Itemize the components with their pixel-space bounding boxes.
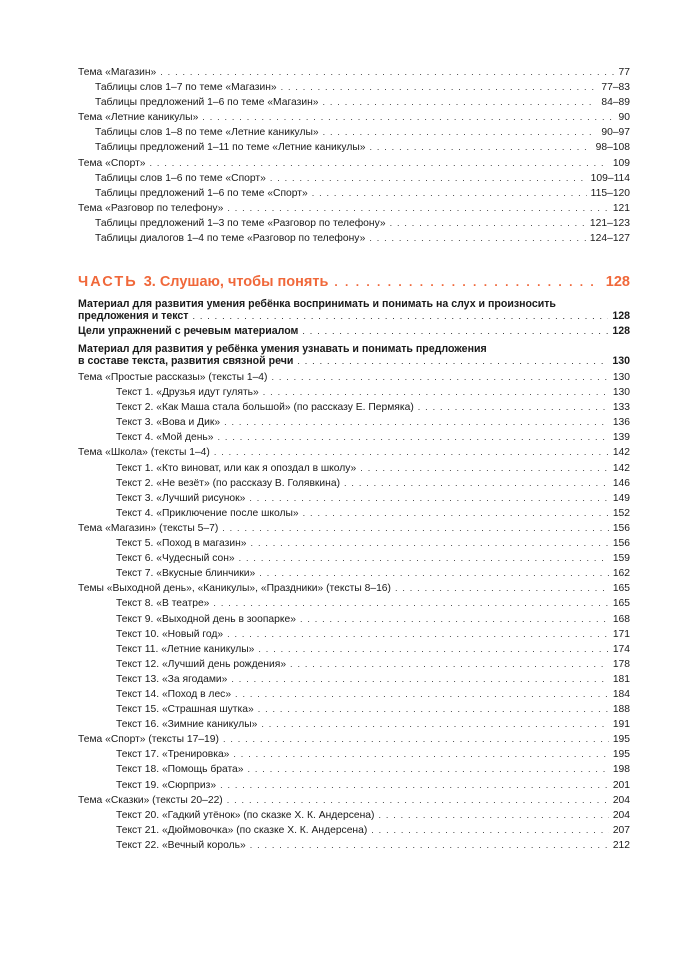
entry-title: Таблицы слов 1–6 по теме «Спорт»	[95, 172, 266, 184]
entry-title: Тема «Летние каникулы»	[78, 112, 199, 124]
entry-title: Текст 11. «Летние каникулы»	[116, 643, 255, 655]
dot-leader	[227, 627, 609, 642]
dot-leader	[302, 325, 608, 338]
entry-page: 90	[618, 112, 630, 124]
toc-bottom-list	[78, 370, 630, 853]
entry-title: Текст 2. «Не везёт» (по рассказу В. Голявкина)	[116, 477, 341, 489]
dot-leader	[248, 762, 609, 777]
toc-subentry[interactable]	[78, 430, 630, 445]
entry-page: 178	[612, 658, 630, 670]
toc-subentry[interactable]	[78, 823, 630, 838]
toc-subentry[interactable]	[78, 80, 630, 95]
toc-subentry[interactable]	[78, 506, 630, 521]
dot-leader	[369, 140, 591, 155]
entry-title: Текст 14. «Поход в лес»	[116, 688, 232, 700]
entry-title: Текст 3. «Лучший рисунок»	[116, 492, 246, 504]
toc-topic-entry[interactable]	[78, 201, 630, 216]
entry-page: 115–120	[590, 187, 630, 199]
entry-page: 84–89	[601, 97, 630, 109]
toc-subentry[interactable]	[78, 762, 630, 777]
entry-page: 98–108	[595, 142, 630, 154]
entry-title: Таблицы предложений 1–6 по теме «Спорт»	[95, 187, 308, 199]
section-perception[interactable]	[78, 298, 630, 323]
entry-page: 191	[612, 719, 630, 731]
entry-page: 130	[612, 372, 630, 383]
dot-leader	[395, 581, 609, 596]
toc-subentry[interactable]	[78, 476, 630, 491]
section-line2: Цели упражнений с речевым материалом	[78, 325, 299, 337]
entry-title: Текст 20. «Гадкий утёнок» (по сказке Х. К. Андерсена)	[116, 809, 375, 821]
entry-title: Текст 5. «Поход в магазин»	[116, 538, 247, 550]
entry-title: Тема «Магазин»	[78, 67, 157, 78]
dot-leader	[160, 65, 614, 80]
entry-page: 156	[612, 522, 630, 534]
toc-topic-entry[interactable]	[78, 370, 630, 385]
toc-topic-entry[interactable]	[78, 581, 630, 596]
dot-leader	[261, 717, 608, 732]
toc-subentry[interactable]	[78, 596, 630, 611]
entry-page: 90–97	[601, 127, 630, 139]
dot-leader	[227, 793, 609, 808]
section-recognition[interactable]	[78, 343, 630, 368]
dot-leader	[251, 536, 609, 551]
toc-subentry[interactable]	[78, 95, 630, 110]
entry-page: 165	[612, 583, 630, 595]
entry-title: Тема «Спорт»	[78, 157, 146, 169]
entry-page: 121–123	[589, 217, 630, 229]
dot-leader	[312, 186, 587, 201]
entry-title: Текст 7. «Вкусные блинчики»	[116, 568, 256, 580]
entry-title: Тема «Школа» (тексты 1–4)	[78, 447, 210, 459]
dot-leader	[192, 310, 608, 323]
dot-leader	[334, 275, 599, 289]
entry-page: 146	[612, 477, 630, 489]
dot-leader	[239, 551, 609, 566]
entry-page: 156	[612, 538, 630, 550]
entry-page: 174	[612, 643, 630, 655]
dot-leader	[259, 566, 609, 581]
dot-leader	[202, 110, 614, 125]
dot-leader	[344, 476, 609, 491]
toc-subentry[interactable]	[78, 838, 630, 853]
toc-subentry[interactable]	[78, 461, 630, 476]
entry-title: Тема «Сказки» (тексты 20–22)	[78, 794, 223, 806]
dot-leader	[233, 747, 608, 762]
entry-title: Тема «Простые рассказы» (тексты 1–4)	[78, 372, 268, 383]
dot-leader	[263, 385, 609, 400]
entry-page: 168	[612, 613, 630, 625]
toc-subentry[interactable]	[78, 612, 630, 627]
toc-subentry[interactable]	[78, 687, 630, 702]
entry-page: 181	[612, 673, 630, 685]
section-page: 128	[612, 325, 630, 337]
toc-subentry[interactable]	[78, 231, 630, 246]
toc-topic-entry[interactable]	[78, 65, 630, 80]
dot-leader	[227, 201, 608, 216]
entry-title: Текст 18. «Помощь брата»	[116, 764, 244, 776]
toc-subentry[interactable]	[78, 808, 630, 823]
part-word: ЧАСТЬ	[78, 274, 138, 290]
entry-title: Текст 6. «Чудесный сон»	[116, 553, 235, 565]
entry-title: Темы «Выходной день», «Каникулы», «Праздники» (тексты 8–16)	[78, 583, 391, 595]
entry-title: Текст 1. «Кто виноват, или как я опоздал в школу»	[116, 462, 357, 474]
part-page: 128	[605, 274, 630, 290]
entry-page: 195	[612, 734, 630, 746]
entry-page: 133	[612, 402, 630, 414]
entry-page: 124–127	[589, 233, 630, 245]
entry-title: Таблицы диалогов 1–4 по теме «Разговор по телефону»	[95, 233, 366, 245]
toc-subentry[interactable]	[78, 415, 630, 430]
toc-topic-entry[interactable]	[78, 521, 630, 536]
entry-page: 204	[612, 794, 630, 806]
dot-leader	[250, 838, 609, 853]
toc-subentry[interactable]	[78, 536, 630, 551]
toc-topic-entry[interactable]	[78, 445, 630, 460]
toc-bottom-block	[78, 274, 630, 853]
part-3-heading[interactable]	[78, 274, 630, 296]
dot-leader	[390, 216, 586, 231]
entry-page: 109	[612, 157, 630, 169]
toc-topic-entry[interactable]	[78, 732, 630, 747]
dot-leader	[360, 461, 609, 476]
dot-leader	[281, 80, 598, 95]
entry-title: Текст 15. «Страшная шутка»	[116, 704, 254, 716]
entry-title: Текст 16. «Зимние каникулы»	[116, 719, 258, 731]
toc-subentry[interactable]	[78, 627, 630, 642]
entry-title: Таблицы предложений 1–11 по теме «Летние каникулы»	[95, 142, 366, 154]
entry-title: Текст 4. «Мой день»	[116, 432, 214, 444]
dot-leader	[220, 778, 609, 793]
dot-leader	[369, 231, 586, 246]
toc-subentry[interactable]	[78, 717, 630, 732]
entry-title: Тема «Магазин» (тексты 5–7)	[78, 522, 219, 534]
dot-leader	[214, 445, 609, 460]
entry-title: Текст 22. «Вечный король»	[116, 839, 246, 851]
section-line2: в составе текста, развития связной речи	[78, 355, 294, 367]
dot-leader	[258, 642, 608, 657]
entry-page: 77	[618, 67, 630, 78]
toc-topic-entry[interactable]	[78, 110, 630, 125]
entry-page: 121	[612, 202, 630, 214]
entry-title: Текст 2. «Как Маша стала большой» (по рассказу Е. Пермяка)	[116, 402, 414, 414]
dot-leader	[213, 596, 608, 611]
entry-page: 184	[612, 688, 630, 700]
entry-page: 109–114	[590, 172, 630, 184]
toc-subentry[interactable]	[78, 171, 630, 186]
dot-leader	[231, 672, 608, 687]
toc-subentry[interactable]	[78, 385, 630, 400]
entry-title: Текст 8. «В театре»	[116, 598, 210, 610]
section-page: 130	[612, 355, 630, 367]
entry-page: 207	[612, 824, 630, 836]
dot-leader	[249, 491, 608, 506]
entry-title: Текст 21. «Дюймовочка» (по сказке Х. К. Андерсена)	[116, 824, 368, 836]
entry-page: 136	[612, 417, 630, 429]
entry-title: Таблицы предложений 1–3 по теме «Разговор по телефону»	[95, 217, 386, 229]
toc-subentry[interactable]	[78, 747, 630, 762]
entry-page: 195	[612, 749, 630, 761]
dot-leader	[297, 355, 608, 368]
toc-top-list	[78, 65, 630, 246]
entry-page: 188	[612, 704, 630, 716]
toc-subentry[interactable]	[78, 400, 630, 415]
entry-page: 165	[612, 598, 630, 610]
entry-page: 171	[612, 628, 630, 640]
part-title: 3. Слушаю, чтобы понять	[143, 274, 329, 290]
entry-page: 139	[612, 432, 630, 444]
entry-title: Таблицы слов 1–7 по теме «Магазин»	[95, 82, 277, 94]
entry-page: 159	[612, 553, 630, 565]
dot-leader	[323, 95, 598, 110]
entry-title: Текст 4. «Приключение после школы»	[116, 507, 299, 519]
dot-leader	[270, 171, 587, 186]
dot-leader	[378, 808, 608, 823]
dot-leader	[323, 125, 598, 140]
section-goals[interactable]	[78, 325, 630, 338]
toc-subentry[interactable]	[78, 491, 630, 506]
entry-page: 212	[612, 839, 630, 851]
dot-leader	[218, 430, 609, 445]
dot-leader	[235, 687, 609, 702]
entry-title: Текст 3. «Вова и Дик»	[116, 417, 221, 429]
toc-subentry[interactable]	[78, 186, 630, 201]
dot-leader	[300, 612, 609, 627]
entry-title: Тема «Разговор по телефону»	[78, 202, 224, 214]
section-page: 128	[612, 310, 630, 322]
dot-leader	[303, 506, 609, 521]
dot-leader	[290, 657, 609, 672]
entry-title: Таблицы предложений 1–6 по теме «Магазин»	[95, 97, 319, 109]
toc-topic-entry[interactable]	[78, 156, 630, 171]
entry-page: 142	[612, 447, 630, 459]
entry-page: 162	[612, 568, 630, 580]
toc-subentry[interactable]	[78, 125, 630, 140]
entry-page: 198	[612, 764, 630, 776]
entry-page: 142	[612, 462, 630, 474]
dot-leader	[258, 702, 609, 717]
dot-leader	[150, 156, 609, 171]
section-line1: Материал для развития умения ребёнка воспринимать и понимать на слух и произносить	[78, 298, 556, 310]
dot-leader	[222, 521, 609, 536]
toc-subentry[interactable]	[78, 672, 630, 687]
entry-page: 204	[612, 809, 630, 821]
toc-subentry[interactable]	[78, 140, 630, 155]
toc-topic-entry[interactable]	[78, 793, 630, 808]
entry-page: 130	[612, 387, 630, 399]
entry-page: 152	[612, 507, 630, 519]
entry-title: Текст 19. «Сюрприз»	[116, 779, 217, 791]
toc-subentry[interactable]	[78, 551, 630, 566]
entry-page: 149	[612, 492, 630, 504]
entry-page: 201	[612, 779, 630, 791]
dot-leader	[223, 732, 609, 747]
entry-page: 77–83	[601, 82, 630, 94]
entry-title: Текст 10. «Новый год»	[116, 628, 224, 640]
dot-leader	[371, 823, 609, 838]
toc-subentry[interactable]	[78, 657, 630, 672]
entry-title: Текст 13. «За ягодами»	[116, 673, 228, 685]
toc-subentry[interactable]	[78, 778, 630, 793]
dot-leader	[271, 370, 608, 385]
toc-subentry[interactable]	[78, 566, 630, 581]
section-line2: предложения и текст	[78, 310, 189, 322]
entry-title: Текст 1. «Друзья идут гулять»	[116, 387, 259, 399]
toc-subentry[interactable]	[78, 702, 630, 717]
entry-title: Текст 17. «Тренировка»	[116, 749, 230, 761]
entry-title: Тема «Спорт» (тексты 17–19)	[78, 734, 219, 746]
toc-subentry[interactable]	[78, 642, 630, 657]
dot-leader	[418, 400, 609, 415]
section-line1: Материал для развития у ребёнка умения узнавать и понимать предложения	[78, 343, 487, 355]
entry-title: Таблицы слов 1–8 по теме «Летние каникулы»	[95, 127, 319, 139]
entry-title: Текст 12. «Лучший день рождения»	[116, 658, 287, 670]
dot-leader	[224, 415, 609, 430]
toc-subentry[interactable]	[78, 216, 630, 231]
entry-title: Текст 9. «Выходной день в зоопарке»	[116, 613, 296, 625]
